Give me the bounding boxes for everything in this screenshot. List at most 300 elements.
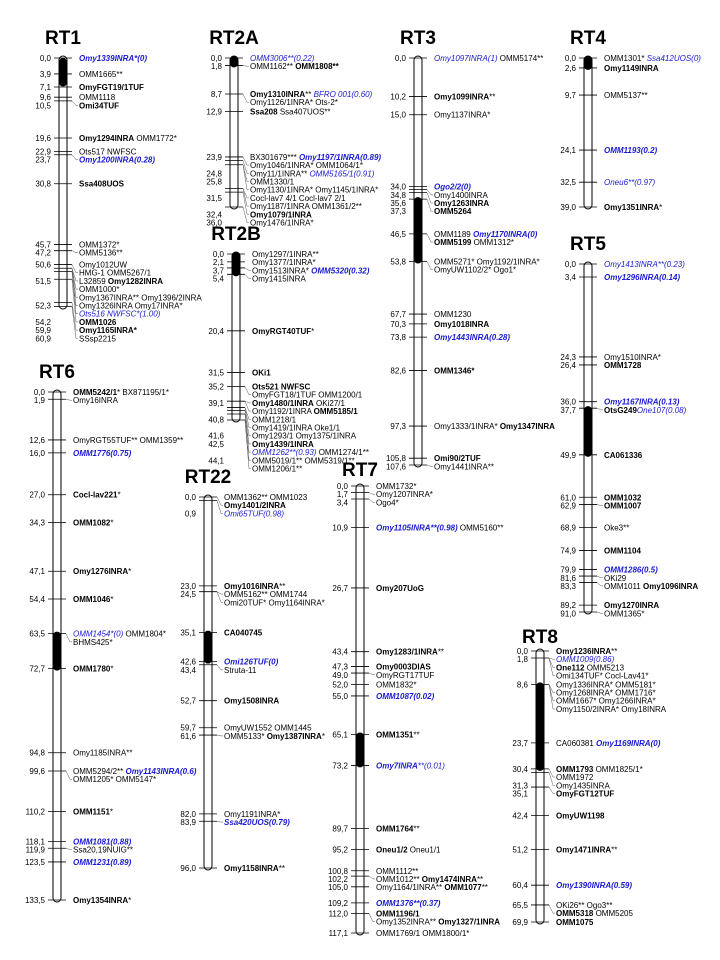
marker-label [556,909,633,918]
marker-label [79,180,125,189]
marker-label [434,111,490,120]
marker-name: OMM1776(0.75) [73,448,132,458]
locus-position: 23,7 [35,155,51,165]
marker-name: Omy1390INRA(0.59) [556,881,633,891]
locus-position: 59,7 [180,723,196,733]
marker-name: Omy1283/1INRA [376,647,438,657]
label-connector [66,771,72,779]
marker-name: OMM1772* [134,134,177,144]
locus-position: 52,7 [180,696,196,706]
marker-name: OMM5320(0.32) [311,266,370,276]
marker-name: Omy1187/1INRA OMM1361/2** [250,202,362,212]
locus-position: 10,5 [35,101,51,111]
marker-name: Oneu1/1 [407,845,441,855]
marker-label [376,918,500,927]
marker-name: OMM1301* [604,54,647,63]
label-connector [72,303,78,331]
marker-name: Omy1367INRA** Omy1396/2INRA [79,293,202,303]
chromosome-bar [356,484,364,935]
marker-name: Omy1137INRA* [434,110,491,120]
label-connector [549,772,555,785]
marker-name: CA061336 [604,450,643,460]
locus-position: 105,8 [385,454,406,464]
linkage-group-rt1 [35,28,202,343]
marker-label [604,54,701,63]
label-connector [369,673,375,675]
locus-position: 35,1 [180,628,196,638]
locus-position: 69,9 [512,918,528,927]
marker-label [556,811,605,820]
marker-label [376,498,399,507]
marker-name: * [659,203,663,212]
marker-name: OmyRGT40TUF [252,326,312,336]
marker-name: Ssa407UOS** [277,107,331,117]
marker-name: One112 [556,663,585,673]
locus-position: 27,0 [29,490,45,500]
marker-name: Omi34TUF [79,101,120,111]
marker-name: OMM1007 [604,501,642,511]
locus-position: 3,4 [564,273,576,283]
marker-name: OMM5160** [457,523,504,533]
marker-name: ** [476,874,484,884]
centromere-region [232,252,240,276]
marker-label [434,238,514,247]
marker-name: Omy1099INRA [434,92,490,102]
marker-name: OKi1 [252,368,271,378]
marker-label [376,692,435,701]
marker-name: Omy1046/1INRA* OMM1064/1* [250,161,363,171]
marker-name: Omy1012UW [79,260,128,270]
linkage-group-rt8 [512,627,666,927]
locus-position: 82,0 [180,809,196,819]
marker-label [556,672,648,681]
marker-name: OMM1667* Omy1266INRA* [556,696,656,706]
locus-position: 99,6 [29,767,45,777]
marker-label [73,491,121,500]
marker-name: Omy1297/1INRA** [252,250,319,259]
locus-position: 23,9 [206,152,222,162]
marker-name: Omi20TUF* Omy1164INRA* [224,598,325,608]
marker-label [604,361,642,370]
locus-position: 52,3 [35,301,51,311]
marker-name: Omy1165INRA* [79,326,137,336]
label-connector [217,665,223,670]
marker-name: OMM1376**(0.37) [376,898,441,908]
label-connector [369,914,375,922]
marker-name: Omy1400INRA [434,190,488,200]
centromere-region [414,197,422,263]
marker-name: Omy1200INRA(0.28) [79,155,156,165]
label-connector [549,787,555,793]
locus-position: 61,6 [180,731,196,741]
locus-position: 96,0 [180,864,196,873]
marker-name: * [311,326,315,336]
label-connector [243,65,249,66]
marker-label [556,789,614,798]
marker-name: OMM1372* [79,240,120,250]
marker-label [434,54,543,63]
label-connector [72,155,78,160]
locus-position: 49,9 [560,450,576,460]
marker-label [604,406,687,415]
marker-name: Omy1510INRA* [604,352,661,362]
marker-name: OmyFGT12TUF [556,789,615,799]
marker-label [556,739,661,748]
locus-position: 72,7 [29,664,45,674]
marker-label [556,918,594,927]
marker-name: OMM1104 [604,546,641,556]
locus-position: 23,0 [180,581,196,591]
locus-position: 32,5 [560,178,576,188]
marker-name: Omy1130/1INRA* Omy1145/1INRA* [250,185,379,195]
locus-position: 60,9 [35,334,51,344]
marker-name: * [110,518,114,528]
marker-name: ** [489,92,496,102]
marker-name: Omy1191INRA* [224,809,281,819]
centromere-region [584,406,592,457]
marker-name: Omy1126/1INRA* Ots-2* [250,98,338,108]
marker-label [376,761,445,770]
locus-position: 35,6 [390,199,406,209]
marker-name: Omy1197/1INRA(0.89) [298,152,382,162]
marker-name: Omy1401/2INRA [224,501,286,511]
marker-name: OMM1082 [73,518,111,528]
group-title: RT8 [522,627,558,648]
label-connector [243,94,249,102]
locus-position: 35,2 [208,382,224,392]
label-connector [427,190,433,195]
locus-position: 24,5 [180,590,196,600]
marker-name: Omy1150/2INRA* Omy18INRA [556,704,667,714]
chromosome-bar [230,56,238,209]
linkage-group-rt22 [180,467,325,873]
marker-name: Omy1293/1 Omy1375/1INRA [252,431,357,441]
marker-label [250,98,338,107]
locus-position: 79,9 [560,565,576,575]
locus-position: 60,4 [512,881,528,891]
locus-position: 42,4 [512,811,528,821]
marker-label [73,665,113,674]
marker-name: Omy1513INRA* [252,266,312,276]
label-connector [66,399,72,400]
marker-label [73,567,131,576]
marker-name: OMM1011 [604,581,643,591]
marker-name: Omy1079/1INRA [250,210,312,220]
marker-name: OMM1118 [79,93,116,103]
label-connector [597,612,603,613]
marker-name: OMM5242/1 [73,388,118,397]
marker-name: OMM3006**(0.22) [250,54,315,63]
centromere-region [356,733,364,768]
group-title: RT22 [184,467,232,488]
marker-name: Omy1167INRA(0.13) [604,397,680,407]
locus-position: 35,1 [512,789,528,799]
marker-label [250,62,340,71]
group-title: RT7 [342,460,378,481]
locus-position: 0,0 [564,260,576,269]
locus-position: 34,8 [390,190,406,200]
locus-position: 0,0 [394,54,406,63]
locus-position: 9,6 [39,93,51,103]
marker-name: Omy1339INRA*(0) [79,54,148,63]
locus-position: 12,6 [29,435,45,445]
group-title: RT5 [570,234,606,255]
linkage-group-rt2b [208,224,369,473]
marker-name: Omy1352INRA** [376,917,439,927]
locus-position: 63,5 [29,629,45,639]
locus-position: 55,0 [332,691,348,701]
locus-position: 3,4 [336,498,348,508]
locus-position: 123,5 [24,857,45,867]
group-title: RT2B [211,224,261,245]
marker-name: Omy1377/1INRA* [252,258,316,268]
marker-name: OMM1231(0.89) [73,857,132,867]
marker-name: OMM1793 [556,764,594,774]
locus-position: 5,4 [212,274,224,284]
marker-name: OMM1262**(0.93) [252,448,317,458]
marker-label [79,70,123,79]
marker-name: Omy1508INRA [224,696,280,706]
marker-name: Cocl-lav221 [73,490,118,500]
label-connector [217,821,223,822]
chromosome-bar [59,56,67,309]
marker-name: OMM1769/1 OMM1800/1* [376,929,470,938]
centromere-region [53,632,61,671]
marker-name: Omy1471INRA [556,845,612,855]
marker-label [79,83,144,92]
marker-name: OMM1193(0.2) [604,146,658,156]
locus-position: 3,7 [212,266,224,276]
marker-name: HMG-1 OMM5267/1 [79,268,152,278]
marker-name: OMM1205* OMM5147* [73,775,157,785]
marker-label [434,333,510,342]
locus-position: 7,1 [39,82,51,92]
locus-position: 0,9 [184,509,196,519]
locus-position: 110,2 [25,807,45,817]
marker-name: Omy207UoG [376,583,425,593]
marker-name: Omy16INRA [73,396,118,406]
label-connector [217,500,223,513]
marker-name: Omy1413INRA**(0.23) [604,260,685,269]
marker-name: OMM5185/1 [313,407,358,417]
locus-position: 54,4 [29,595,45,605]
marker-name: OMM1330/1 [250,177,295,187]
locus-position: 89,7 [332,824,348,834]
marker-label [376,899,441,908]
centromere-region [536,682,544,771]
locus-position: 117,1 [328,929,348,938]
marker-label [79,334,116,343]
marker-name: Omy1327/1INRA [438,917,501,927]
label-connector [549,658,555,659]
marker-name: Ssa408UOS [79,179,124,189]
marker-name: OMM1362** OMM1023 [224,493,308,502]
label-connector [217,735,223,736]
centromere-region [59,58,67,86]
locus-position: 61,0 [560,493,576,503]
locus-position: 45,7 [35,240,51,250]
marker-label [604,273,680,282]
label-connector [369,876,375,879]
marker-name: BFRO 001(0.60) [313,90,373,100]
marker-label [252,464,302,473]
marker-name: BX301679*** [250,152,299,162]
marker-label [224,864,285,873]
marker-name: OMM1825/1* [593,764,643,774]
locus-position: 10,2 [390,92,406,102]
marker-name: OMM1665** [79,69,123,79]
label-connector [245,268,251,270]
marker-label [434,93,495,102]
locus-position: 3,9 [39,69,51,79]
marker-name: Ogo4* [376,498,399,508]
locus-position: 0,0 [39,54,51,63]
marker-label [224,629,263,638]
marker-label [73,858,132,867]
label-connector [597,583,603,586]
locus-position: 65,5 [512,900,528,910]
marker-name: Omi126TUF(0) [224,657,279,667]
marker-label [224,697,279,706]
locus-position: 52,0 [332,680,348,690]
marker-label [224,732,325,741]
locus-position: 50,6 [35,260,51,270]
marker-name: Omy1310INRA [250,90,306,100]
group-title: RT4 [570,28,606,49]
locus-position: 2,1 [212,258,224,268]
marker-label [252,369,271,378]
chromosome-bar [584,56,592,209]
marker-name: Omy1476/1INRA* [250,218,314,228]
marker-name: OmyUW1198 [556,811,605,821]
locus-position: 118,1 [25,837,45,847]
marker-label [376,883,488,892]
marker-name: OMM1972 [556,773,594,783]
linkage-group-rt7 [328,460,504,938]
marker-name: CA060381 [556,738,597,748]
marker-label [434,320,489,329]
marker-label [556,846,617,855]
marker-label [376,929,469,938]
locus-position: 100,8 [327,866,348,876]
marker-label [250,107,331,116]
group-title: RT6 [39,362,75,383]
locus-position: 82,6 [390,366,406,376]
marker-label [604,451,643,460]
locus-position: 42,6 [180,657,196,667]
marker-name: Omy1336INRA* OMM5181* [556,680,656,690]
marker-name: Omy1419/1INRA Oke1/1 [252,423,341,433]
marker-name: * [109,807,114,817]
marker-label [224,509,284,518]
marker-label [73,749,132,758]
marker-name: OMM1032 [604,493,642,503]
marker-label [434,207,472,216]
marker-label [434,422,555,431]
locus-position: 91,0 [560,609,576,619]
marker-label [224,666,257,675]
marker-name: OMM1196/1 [376,909,420,919]
marker-name: OMM5294/2** [73,767,126,777]
marker-name: * [128,896,132,905]
locus-position: 97,3 [390,422,406,432]
marker-name: Omy1441INRA** [434,462,495,472]
locus-position: 25,8 [206,177,222,187]
locus-position: 51,5 [35,276,51,286]
marker-label [434,366,475,375]
marker-name: OMM1454*(0) [73,629,124,639]
locus-position: 46,5 [390,229,406,239]
locus-position: 30,8 [35,179,51,189]
locus-position: 24,1 [560,146,576,156]
marker-label [376,648,444,657]
marker-name: Ssa412UOS(0) [646,54,701,63]
marker-name: Omi90/2TUF [434,454,481,464]
locus-position: 105,0 [327,883,348,893]
locus-position: 53,8 [390,257,406,267]
marker-name: OMM5213 [584,663,625,673]
locus-position: 95,2 [332,845,348,855]
marker-label [434,310,472,319]
marker-name: OMM1009(0.86) [556,655,615,665]
marker-name: One107(0.08) [636,405,687,415]
locus-position: 44,1 [208,456,224,466]
marker-name: OMM5205 [593,909,633,919]
marker-name: Omy11/1INRA** [250,169,310,179]
marker-label [73,519,113,528]
locus-position: 119,9 [25,845,45,855]
marker-label [79,101,119,110]
marker-name: OMM5136** [79,248,123,258]
marker-label [79,54,147,63]
marker-name: OMM1832* [376,680,417,690]
marker-name: OMM1764 [376,824,414,834]
locus-position: 30,4 [512,764,528,774]
marker-label [73,896,131,905]
locus-position: 74,9 [560,546,576,556]
marker-name: Omy1354INRA [73,896,129,905]
marker-name: Omy1268INRA* OMM1716* [556,688,656,698]
marker-name: ** [305,90,314,100]
linkage-group-rt5 [560,234,698,618]
marker-name: Omy1096INRA [642,581,699,591]
marker-label [224,598,325,607]
locus-position: 41,6 [208,431,224,441]
marker-name: ** [413,730,420,740]
marker-name: OMM1312* [471,238,515,248]
marker-name: OMM1804* [123,629,166,639]
marker-label [79,134,177,143]
locus-position: 47,3 [332,662,348,672]
marker-name: OMM1189 [434,229,473,239]
marker-name: Ots521 NWFSC [252,382,311,392]
marker-label [604,582,698,591]
marker-name: Omy1236INRA [556,647,612,656]
marker-name: OmyUW1102/2* Ogo1* [434,265,517,275]
marker-label [73,638,113,647]
marker-name: SSsp2215 [79,334,116,344]
marker-label [376,731,420,740]
label-connector [369,492,375,494]
marker-name: Omy1192/1INRA [252,407,314,417]
locus-position: 40,8 [208,415,224,425]
marker-name: OMM5165/1(0.91) [309,169,375,179]
marker-name: Ots517 NWFSC [79,147,137,157]
marker-label [376,524,503,533]
marker-label [376,845,441,854]
marker-name: Omy1415INRA [252,274,306,284]
marker-name: Omy1439/1INRA [252,439,314,449]
